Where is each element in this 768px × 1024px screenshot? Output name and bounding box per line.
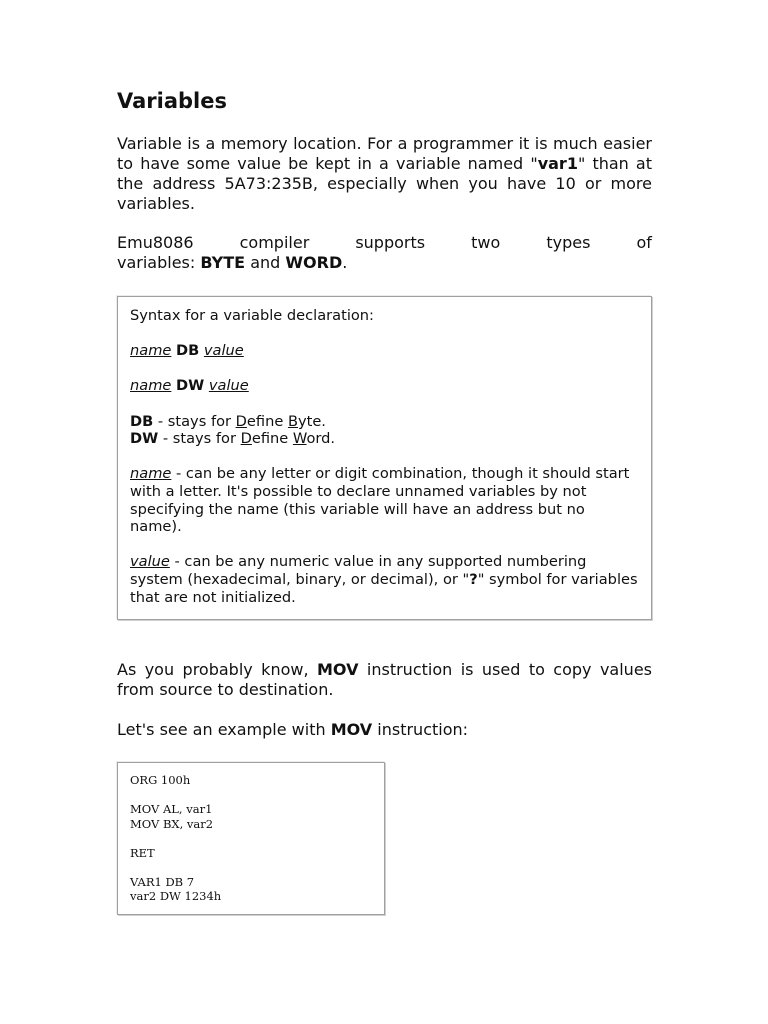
types-suffix: . [342,253,348,272]
value-placeholder: value [203,342,244,360]
db-letter-b: B [287,412,298,430]
intro-paragraph [117,134,652,214]
value-placeholder: value [130,553,170,571]
code-line: RET [130,845,155,860]
mov-intro-text-2: instruction is used to copy values from source to destination. [117,660,652,699]
code-line [130,860,372,875]
db-letter-d: D [235,412,247,430]
dw-ord: ord. [306,430,336,448]
syntax-dw-line [130,377,639,395]
code-line [130,831,372,846]
code-line: ORG 100h [130,773,191,787]
page-title: Variables [117,89,227,113]
dw-keyword: DW [176,377,205,395]
intro-text-2: " than at the address 5A73:235B, especially when you have 10 or more variables. [117,154,653,213]
name-definition [130,465,639,535]
types-word: supports [355,233,426,252]
types-and: and [245,253,286,272]
dw-efine: efine [251,430,293,448]
types-word: types [546,233,591,252]
name-desc: - can be any letter or digit combination, though it should start with a letter. It's possible to declare unnamed variables by not specifying the name (this variable will have an address but no name). [130,465,630,536]
name-placeholder: name [130,342,172,360]
byte-keyword: BYTE [200,253,246,272]
dw-letter-d: D [240,430,252,448]
syntax-db-line [130,342,639,360]
mov-example-text-1: Let's see an example with [117,720,331,739]
types-prefix: variables: [117,253,201,272]
mov-keyword: MOV [330,720,373,739]
code-line: var2 DW 1234h [130,889,222,903]
code-line: VAR1 DB 7 [130,874,195,889]
types-paragraph [117,233,652,273]
value-definition [130,553,639,606]
db-definition [130,413,639,431]
types-word: of [636,233,652,252]
mov-intro-text-1: As you probably know, [117,660,317,679]
name-placeholder: name [130,377,172,395]
intro-text-1: Variable is a memory location. For a programmer it is much easier to have some value be kept in a variable named " [117,134,652,173]
word-keyword: WORD [285,253,343,272]
mov-intro-paragraph [117,660,652,700]
code-line [130,788,372,803]
name-placeholder: name [130,465,172,483]
types-word: two [471,233,501,252]
question-symbol: ? [469,570,478,588]
code-example-box [117,762,385,915]
db-desc: - stays for [153,412,236,430]
value-desc-2: " symbol for variables that are not initialized. [130,570,638,606]
db-keyword: DB [130,412,154,430]
db-keyword: DB [176,342,200,360]
types-word: compiler [239,233,310,252]
dw-definition [130,430,639,448]
value-placeholder: value [208,377,249,395]
db-efine: efine [246,412,288,430]
types-second-line [117,253,347,272]
code-line: MOV BX, var2 [130,816,214,831]
syntax-box [117,296,652,620]
value-desc-1: - can be any numeric value in any supported numbering system (hexadecimal, binary, or decimal), or " [130,553,587,588]
syntax-title: Syntax for a variable declaration: [130,307,374,324]
code-line: MOV AL, var1 [130,802,213,816]
types-word: Emu8086 [117,233,194,252]
dw-letter-w: W [292,430,307,448]
db-yte: yte. [297,412,326,430]
dw-keyword: DW [130,430,159,448]
mov-example-paragraph [117,720,652,740]
mov-example-text-2: instruction: [372,720,469,739]
var1-name: var1 [537,154,578,173]
dw-desc: - stays for [158,430,241,448]
mov-keyword: MOV [316,660,359,679]
types-first-line [117,233,652,253]
